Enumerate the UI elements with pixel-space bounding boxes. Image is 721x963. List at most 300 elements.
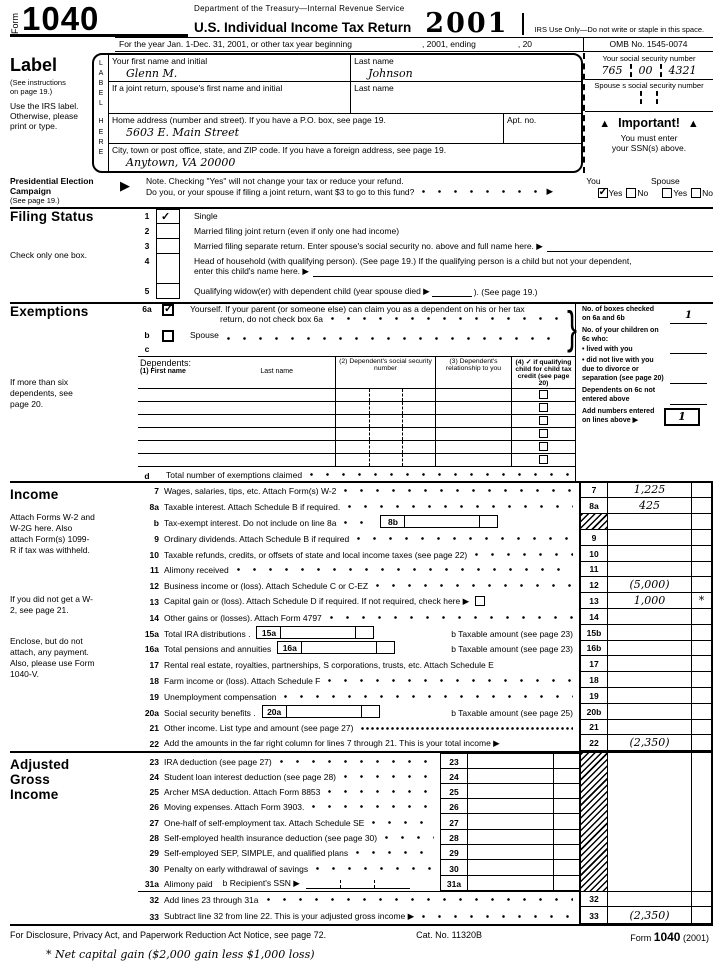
- boxes-checked-item: [582, 306, 713, 324]
- cents-cell: [691, 688, 713, 704]
- line-29-amount[interactable]: [467, 845, 553, 860]
- amount-line-number: 32: [579, 892, 607, 907]
- filing-status-5-label: Qualifying widow(er) with dependent child (year spouse died ▶: [194, 285, 430, 296]
- child-name-field[interactable]: [313, 268, 713, 277]
- hatched-strip: [579, 753, 607, 891]
- tax-year-row: [115, 37, 713, 52]
- child-tax-credit-checkbox[interactable]: [539, 455, 548, 464]
- cents-cell: [691, 546, 713, 562]
- last-name-cell[interactable]: [350, 55, 581, 81]
- presidential-question-line: [146, 186, 553, 197]
- label-heading: Label: [10, 54, 58, 75]
- line-26-amount[interactable]: [467, 799, 553, 814]
- leader-dots: [267, 898, 573, 901]
- spouse-no-option[interactable]: [691, 188, 713, 198]
- form-word: Form: [10, 12, 20, 34]
- checkmark-icon: ✓: [161, 210, 171, 223]
- line-label: Add the amounts in the far right column for lines 7 through 21. This is your total income ▶: [164, 738, 500, 749]
- filing-status-4-label2: enter this child's name here. ▶: [194, 265, 309, 276]
- line-8a-amount[interactable]: 425: [607, 498, 691, 514]
- income-section: [10, 481, 713, 752]
- line-number: 19: [149, 691, 159, 702]
- dependent-name-cell[interactable]: [138, 454, 335, 466]
- line-8b-subbox: [380, 515, 498, 528]
- line-number: 12: [149, 581, 159, 592]
- agi-line-24: [138, 769, 579, 784]
- dependent-ssn-cell[interactable]: [335, 428, 435, 440]
- spouse-last-name-label: Last name: [354, 82, 394, 93]
- line-6d-label: Total number of exemptions claimed: [166, 469, 303, 480]
- dependent-credit-cell: [511, 415, 575, 427]
- leader-dots: [344, 775, 434, 778]
- line-number: b: [144, 329, 150, 340]
- amount-line-number: 16b: [579, 641, 607, 657]
- ssn-separator: [656, 91, 658, 104]
- subbox-number: 15a: [257, 627, 281, 638]
- spouse-yes-option[interactable]: [662, 188, 687, 198]
- agi-heading-3: Income: [10, 787, 59, 803]
- leader-dots: [422, 915, 573, 918]
- line-number: 21: [149, 723, 159, 734]
- yourself-checkbox-cell: [156, 304, 180, 330]
- line-label: Business income or (loss). Attach Schedule C or C-EZ: [164, 581, 369, 592]
- dependent-relationship-cell[interactable]: [435, 402, 511, 414]
- leader-dots: [475, 553, 573, 556]
- cents-cell: [553, 784, 579, 799]
- amount-line-number: 7: [579, 483, 607, 499]
- dependent-relationship-cell[interactable]: [435, 428, 511, 440]
- last-name-label: Last name: [354, 55, 394, 66]
- line-20a-subbox: [262, 705, 380, 718]
- dependent-name-cell[interactable]: [138, 428, 335, 440]
- agi-line-31a: [138, 876, 579, 891]
- line-number: 33: [149, 911, 159, 922]
- first-name-cell[interactable]: [109, 55, 350, 81]
- filing-status-line-5: [138, 284, 713, 299]
- leader-dots: [328, 790, 434, 793]
- form-number: 1040: [22, 0, 100, 37]
- spouse-no-checkbox[interactable]: [691, 188, 701, 198]
- yes-label: Yes: [673, 187, 688, 198]
- agi-upper-block: [138, 753, 713, 892]
- subbox-number: 20a: [263, 706, 287, 717]
- tax-year-text: [115, 39, 583, 49]
- line-32-amount[interactable]: [607, 892, 691, 907]
- filing-status-2-checkbox[interactable]: [156, 224, 180, 239]
- line-6b-text: [180, 330, 575, 344]
- line-6d-text: [156, 470, 575, 481]
- amount-line-number: 14: [579, 609, 607, 625]
- dependent-row: [138, 453, 575, 466]
- amount-line-number: 21: [579, 720, 607, 736]
- child-tax-credit-checkbox[interactable]: [539, 403, 548, 412]
- line-label: IRA deduction (see page 27): [164, 756, 272, 767]
- underline: [670, 404, 707, 405]
- you-yes-checkbox[interactable]: [598, 185, 608, 198]
- you-spouse-checkboxes: [553, 185, 713, 198]
- dependents-col3-header: (3) Dependent's relationship to you: [435, 357, 511, 388]
- dependent-credit-cell: [511, 428, 575, 440]
- ssn-part-2: 00: [638, 63, 653, 77]
- schedule-d-not-required-checkbox[interactable]: [475, 596, 485, 606]
- amount-line-number: 24: [440, 769, 467, 784]
- dependent-name-cell[interactable]: [138, 389, 335, 401]
- line-6a: [138, 304, 575, 330]
- net-capital-gain-footnote: * Net capital gain ($2,000 gain less $1,000 loss): [46, 947, 315, 961]
- you-spouse-headers: [553, 176, 713, 186]
- line-28-amount[interactable]: [467, 830, 553, 845]
- city-value[interactable]: Anytown, VA 20000: [126, 155, 236, 169]
- yourself-checkbox[interactable]: [162, 304, 174, 316]
- subbox-number: 16a: [278, 642, 302, 653]
- line-number: 26: [149, 802, 159, 813]
- leader-dots: [280, 760, 434, 763]
- spouse-checkbox[interactable]: [162, 330, 174, 342]
- taxable-amount-label: b Taxable amount (see page 23): [451, 628, 573, 639]
- agi-heading-1: Adjusted: [10, 757, 70, 773]
- cents-cell: [691, 625, 713, 641]
- exemptions-main: [138, 304, 575, 481]
- presidential-section: [10, 176, 713, 205]
- spouse-ssn-block[interactable]: [585, 80, 713, 112]
- form-header: [10, 0, 713, 40]
- subbox-cents: [479, 516, 497, 527]
- cents-cell: [553, 876, 579, 891]
- filing-status-line-3: [138, 239, 713, 254]
- exemptions-heading: Exemptions: [10, 303, 89, 319]
- recipient-ssn-field[interactable]: [306, 878, 410, 889]
- line-8b-amount[interactable]: [405, 516, 479, 527]
- line-number: 32: [149, 894, 159, 905]
- line-number: 6a: [142, 303, 152, 314]
- dependent-name-cell[interactable]: [138, 402, 335, 414]
- label-use-note: Use the IRS label. Otherwise, please print or type.: [10, 100, 79, 131]
- line-9-amount[interactable]: [607, 530, 691, 546]
- leader-dots: [372, 821, 434, 824]
- income-line-9: [138, 530, 713, 546]
- total-exemptions-box[interactable]: 1: [664, 408, 700, 426]
- attach-forms-note: Attach Forms W-2 and W-2G here. Also attach Form(s) 1099-R if tax was withheld.: [10, 511, 95, 555]
- city-cell[interactable]: [109, 144, 581, 171]
- dependent-name-cell[interactable]: [138, 415, 335, 427]
- spouse-checkbox-cell: [156, 330, 180, 344]
- cents-cell: [691, 720, 713, 736]
- agi-line-30: [138, 860, 579, 875]
- leader-dots: [328, 679, 573, 682]
- warning-triangle-icon: ▲: [599, 117, 611, 130]
- leader-dots: [344, 521, 368, 524]
- arrow-right-icon: ▶: [546, 185, 553, 196]
- line-number: b: [153, 518, 159, 529]
- amount-line-number: 13: [579, 593, 607, 609]
- child-tax-credit-checkbox[interactable]: [539, 416, 548, 425]
- spouse-name-field[interactable]: [547, 243, 713, 252]
- amount-line-number: 18: [579, 672, 607, 688]
- cents-cell: [553, 860, 579, 875]
- amount-line-number: 27: [440, 814, 467, 829]
- income-line-20: [138, 704, 713, 720]
- child-tax-credit-checkbox[interactable]: [539, 429, 548, 438]
- disclosure-notice: For Disclosure, Privacy Act, and Paperwork Reduction Act Notice, see page 72.: [10, 929, 327, 940]
- filing-status-3-checkbox[interactable]: [156, 239, 180, 254]
- line-15a-amount[interactable]: [281, 627, 355, 638]
- dependent-row: [138, 388, 575, 401]
- line-20b-amount[interactable]: [607, 704, 691, 720]
- filing-status-4-checkbox[interactable]: [156, 254, 180, 284]
- label-here-word2: H E R E: [98, 118, 104, 156]
- presidential-sidebar: [10, 176, 138, 205]
- line-25-amount[interactable]: [467, 784, 553, 799]
- dependent-ssn-cell[interactable]: [335, 441, 435, 453]
- line-23-amount[interactable]: [467, 753, 553, 768]
- amount-line-number: 15b: [579, 625, 607, 641]
- amount-line-number: 11: [579, 562, 607, 578]
- form-title: U.S. Individual Income Tax Return: [194, 20, 412, 35]
- child-tax-credit-checkbox[interactable]: [539, 442, 548, 451]
- divider-bar: [522, 13, 524, 35]
- line-30-amount[interactable]: [467, 860, 553, 875]
- line-number: 17: [149, 660, 159, 671]
- line-21-amount[interactable]: [607, 720, 691, 736]
- line-6b-label: Spouse: [190, 329, 219, 340]
- home-address-value[interactable]: 5603 E. Main Street: [126, 125, 240, 139]
- line-33-amount[interactable]: (2,350): [607, 907, 691, 924]
- line-13-amount[interactable]: 1,000: [607, 593, 691, 609]
- spouse-last-name-cell[interactable]: [350, 82, 581, 113]
- underline: [670, 353, 707, 354]
- spouse-ssn-label: Spouse s social security number: [594, 80, 704, 90]
- line-label: Self-employed health insurance deduction (see page 30): [164, 833, 378, 844]
- income-sidebar: [10, 483, 138, 752]
- label-here-strip: [94, 55, 109, 171]
- filing-status-5-label2: ). (See page 19.): [473, 286, 538, 297]
- line-label: Farm income or (loss). Attach Schedule F: [164, 676, 321, 687]
- line-number: 13: [149, 597, 159, 608]
- name-row: [109, 55, 581, 82]
- leader-dots: [330, 616, 573, 619]
- department-line: Department of the Treasury—Internal Revenue Service: [194, 4, 405, 13]
- leader-dots: [356, 851, 434, 854]
- line-22-amount[interactable]: (2,350): [607, 735, 691, 751]
- dependent-credit-cell: [511, 441, 575, 453]
- income-line-16: [138, 641, 713, 657]
- you-no-checkbox[interactable]: [626, 188, 636, 198]
- subbox-cents: [355, 627, 373, 638]
- line-number: 22: [149, 739, 159, 750]
- line-12-amount[interactable]: (5,000): [607, 577, 691, 593]
- line-number: 30: [149, 863, 159, 874]
- city-label: City, town or post office, state, and ZIP code. If you have a foreign address, see page 19.: [112, 144, 447, 155]
- line-6a-label-1: Yourself. If your parent (or someone else) can claim you as a dependent on his or her tax: [190, 303, 525, 314]
- agi-blank-amount-area: [607, 753, 691, 891]
- leader-dots: [422, 190, 540, 193]
- filing-status-1-label: Single: [194, 210, 218, 221]
- lived-with-you-label: • lived with you: [582, 345, 633, 353]
- line-18-amount[interactable]: [607, 672, 691, 688]
- filing-status-5-checkbox[interactable]: [156, 284, 180, 299]
- amount-line-number: 31a: [440, 876, 467, 891]
- exemptions-section: [10, 302, 713, 481]
- line-label: Penalty on early withdrawal of savings: [164, 863, 309, 874]
- year-died-field[interactable]: [432, 288, 472, 297]
- exemptions-sidebar: [10, 304, 138, 481]
- line-label: Self-employed SEP, SIMPLE, and qualified plans: [164, 848, 349, 859]
- dotted-entry-line[interactable]: [361, 727, 573, 730]
- line-19-amount[interactable]: [607, 688, 691, 704]
- line-10-amount[interactable]: [607, 546, 691, 562]
- income-line-22: [138, 735, 713, 751]
- dependent-relationship-cell[interactable]: [435, 389, 511, 401]
- boxes-checked-value-cell[interactable]: [664, 306, 713, 324]
- agi-line-23: [138, 753, 579, 768]
- line-number: 31a: [144, 878, 159, 889]
- important-block: [585, 112, 713, 173]
- agi-blank-cents-area: [691, 753, 713, 891]
- cents-cell: [691, 735, 713, 751]
- home-address-row: [109, 114, 581, 144]
- agi-line-29: [138, 845, 579, 860]
- no-w2-note: If you did not get a W-2, see page 21.: [10, 593, 93, 615]
- amount-line-number: 23: [440, 753, 467, 768]
- tax-year-mid-label: , 2001, ending: [421, 39, 476, 50]
- spouse-first-name-cell[interactable]: [109, 82, 350, 113]
- cents-cell: [691, 656, 713, 672]
- dependent-relationship-cell[interactable]: [435, 415, 511, 427]
- did-not-live-value-cell[interactable]: [664, 357, 713, 384]
- line-7-amount[interactable]: 1,225: [607, 483, 691, 499]
- line-16a-amount[interactable]: [302, 642, 376, 653]
- line-11-amount[interactable]: [607, 562, 691, 578]
- income-line-15: [138, 625, 713, 641]
- label-fields: [109, 55, 581, 171]
- important-note-line1: You must enter: [620, 132, 678, 143]
- cents-cell: [691, 483, 713, 499]
- lived-with-you-item: [582, 346, 713, 355]
- form-number: 1040: [653, 929, 681, 944]
- line-27-amount[interactable]: [467, 814, 553, 829]
- filing-status-line-1: [138, 209, 713, 224]
- no-label: No: [702, 187, 713, 198]
- brace-icon: }: [566, 303, 577, 354]
- dependents-not-entered-value-cell[interactable]: [664, 387, 713, 405]
- dependent-row: [138, 440, 575, 453]
- amount-line-number: 20b: [579, 704, 607, 720]
- dependent-name-cell[interactable]: [138, 441, 335, 453]
- agi-lines: [138, 753, 579, 891]
- cents-cell: [553, 845, 579, 860]
- leader-dots: [348, 505, 573, 508]
- line-label: Total IRA distributions .: [164, 628, 251, 639]
- apt-no-cell[interactable]: [503, 114, 581, 143]
- dependent-relationship-cell[interactable]: [435, 454, 511, 466]
- spouse-ssn-value[interactable]: [585, 91, 713, 105]
- your-ssn-block[interactable]: [585, 53, 713, 80]
- line-number: d: [144, 470, 150, 481]
- amount-line-number: 9: [579, 530, 607, 546]
- filing-status-1-checkbox[interactable]: [156, 209, 180, 224]
- line-number: 24: [149, 771, 159, 782]
- add-numbers-item: [582, 408, 713, 426]
- ssn-separator: [660, 64, 662, 77]
- you-no-option[interactable]: [626, 188, 648, 198]
- dependent-relationship-cell[interactable]: [435, 441, 511, 453]
- tax-year-big: 2001: [425, 8, 509, 40]
- line-label: Tax-exempt interest. Do not include on line 8a: [164, 518, 337, 529]
- ssn-part-3: 4321: [668, 63, 697, 77]
- form-footer-id: [630, 930, 713, 944]
- last-name-value[interactable]: Johnson: [368, 66, 413, 80]
- income-line-21: [138, 720, 713, 736]
- cents-cell: [553, 769, 579, 784]
- spouse-yes-checkbox[interactable]: [662, 188, 672, 198]
- line-15b-amount[interactable]: [607, 625, 691, 641]
- dependents-col2-header: (2) Dependent's social security number: [335, 357, 435, 388]
- leader-dots: [227, 337, 561, 340]
- dependent-ssn-cell[interactable]: [335, 389, 435, 401]
- line-6a-label-2: return, do not check box 6a: [220, 313, 324, 324]
- income-lines: [138, 483, 713, 752]
- dependent-ssn-cell[interactable]: [335, 402, 435, 414]
- line-label: Alimony received: [164, 565, 229, 576]
- line-number: 3: [144, 240, 150, 251]
- you-yes-option[interactable]: [598, 185, 623, 198]
- line-31a-amount[interactable]: [467, 876, 553, 891]
- cents-cell: [691, 562, 713, 578]
- line-number: 4: [144, 255, 150, 266]
- line-15a-subbox: [256, 626, 374, 639]
- dependents-not-entered-label: Dependents on 6c not entered above: [582, 387, 656, 404]
- leader-dots: [310, 473, 569, 476]
- line-label: Subtract line 32 from line 22. This is your adjusted gross income ▶: [164, 910, 415, 921]
- your-ssn-value[interactable]: [585, 64, 713, 77]
- dependent-ssn-cell[interactable]: [335, 454, 435, 466]
- leader-dots: [316, 867, 434, 870]
- lived-with-you-value-cell[interactable]: [664, 346, 713, 355]
- leader-dots: [357, 537, 573, 540]
- agi-right-block: [579, 753, 713, 891]
- line-label: Student loan interest deduction (see page 28): [164, 771, 337, 782]
- income-line-19: [138, 688, 713, 704]
- line-14-amount[interactable]: [607, 609, 691, 625]
- filing-status-4-label-wrap: [180, 254, 713, 284]
- line-label: Total pensions and annuities: [164, 644, 272, 655]
- exemptions-counts-column: [575, 304, 713, 481]
- child-tax-credit-checkbox[interactable]: [539, 390, 548, 399]
- first-name-value[interactable]: Glenn M.: [126, 66, 178, 80]
- line-16b-amount[interactable]: [607, 641, 691, 657]
- line-20a-amount[interactable]: [287, 706, 361, 717]
- filing-status-2-label: Married filing joint return (even if only one had income): [194, 225, 400, 236]
- home-address-cell[interactable]: [109, 114, 503, 143]
- spouse-first-name-label: If a joint return, spouse's first name and initial: [112, 82, 283, 93]
- line-number: 14: [149, 612, 159, 623]
- blank-amount-cell: [607, 514, 691, 530]
- agi-main: [138, 753, 713, 924]
- cents-cell: [691, 577, 713, 593]
- warning-triangle-icon: ▲: [687, 117, 699, 130]
- line-17-amount[interactable]: [607, 656, 691, 672]
- line-6b: [138, 330, 575, 344]
- dependent-ssn-cell[interactable]: [335, 415, 435, 427]
- taxable-amount-label: b Taxable amount (see page 25): [451, 707, 573, 718]
- income-line-14: [138, 609, 713, 625]
- line-24-amount[interactable]: [467, 769, 553, 784]
- presidential-text: [138, 176, 553, 205]
- ssn-part-1: 765: [601, 63, 623, 77]
- line-16a-subbox: [277, 641, 395, 654]
- line-number: 8a: [149, 502, 159, 513]
- line-number: 16a: [144, 644, 159, 655]
